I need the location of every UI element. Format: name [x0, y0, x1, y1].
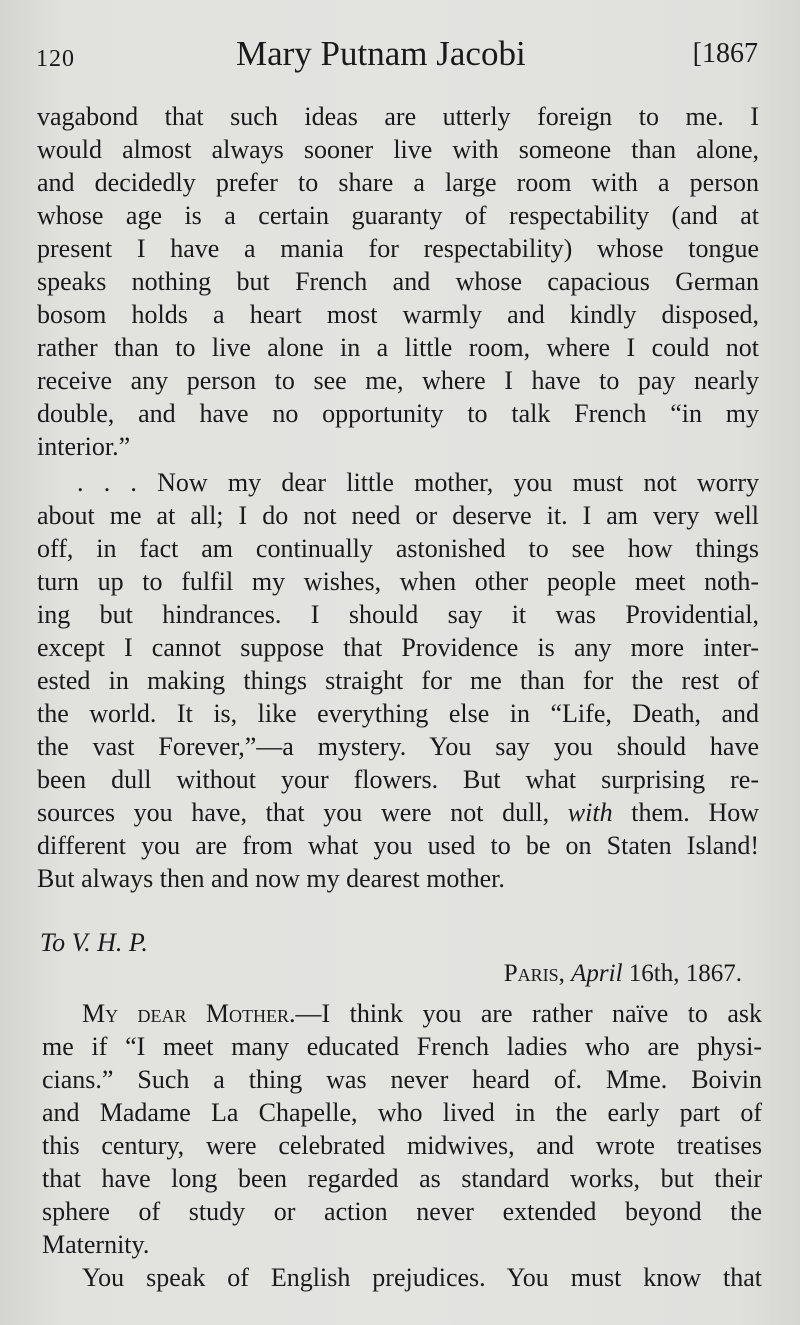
text-line: speaks nothing but French and whose capacious German: [37, 267, 759, 296]
text-line: cians.” Such a thing was never heard of. Mme. Boivin: [42, 1065, 762, 1094]
text-line-with-italic: [37, 796, 759, 829]
text-line: the world. It is, like everything else in “Life, Death, and: [37, 699, 759, 728]
text-line: me if “I meet many educated French ladies who are physi-: [42, 1032, 762, 1061]
letter-salutation: My dear Mother.: [82, 999, 296, 1028]
text-line: that have long been regarded as standard works, but their: [42, 1164, 762, 1193]
text-line: receive any person to see me, where I have to pay nearly: [37, 366, 759, 395]
text-line: present I have a mania for respectability) whose tongue: [37, 234, 759, 263]
text-line: . . . Now my dear little mother, you must not worry: [77, 468, 759, 497]
paragraph-mother: [37, 466, 759, 895]
text-line: whose age is a certain guaranty of respectability (and at: [37, 201, 759, 230]
letter-dateline: [504, 960, 742, 988]
letter-body: [42, 997, 762, 1294]
text-line: the vast Forever,”—a mystery. You say you should have: [37, 732, 759, 761]
page-number: 120: [36, 46, 75, 72]
text-line: different you are from what you used to be on Staten Island!: [37, 831, 759, 860]
text-line: and decidedly prefer to share a large room with a person: [37, 168, 759, 197]
text-line: would almost always sooner live with someone than alone,: [37, 135, 759, 164]
text-line: double, and have no opportunity to talk French “in my: [37, 399, 759, 428]
text-line: this century, were celebrated midwives, and wrote treatises: [42, 1131, 762, 1160]
dateline-place: Paris,: [503, 960, 565, 987]
running-year: [1867: [692, 38, 758, 69]
text-line: You speak of English prejudices. You must know that: [82, 1263, 762, 1292]
running-header: [36, 34, 758, 82]
text-line: interior.”: [37, 432, 131, 461]
text-line: been dull without your flowers. But what surprising re-: [37, 765, 759, 794]
running-title: Mary Putnam Jacobi: [236, 34, 526, 73]
dateline-day-year: 16th, 1867.: [628, 960, 742, 987]
text-line: and Madame La Chapelle, who lived in the early part of: [42, 1098, 762, 1127]
text-line: bosom holds a heart most warmly and kindly disposed,: [37, 300, 759, 329]
letter-addressee: To V. H. P.: [40, 928, 148, 957]
text-line: vagabond that such ideas are utterly foreign to me. I: [37, 102, 759, 131]
text-segment: them. How: [631, 798, 760, 827]
text-line: But always then and now my dearest mother.: [37, 864, 505, 893]
dateline-month: April: [571, 960, 623, 987]
text-line: turn up to fulfil my wishes, when other people meet noth-: [37, 567, 759, 596]
text-segment: sources you have, that you were not dull,: [37, 798, 550, 827]
text-line: about me at all; I do not need or deserve it. I am very well: [37, 501, 759, 530]
text-line: Maternity.: [42, 1230, 150, 1259]
text-line: ing but hindrances. I should say it was Providential,: [37, 600, 759, 629]
text-segment: —I think you are rather naïve to ask: [295, 999, 762, 1028]
text-line: ested in making things straight for me than for the rest of: [37, 666, 759, 695]
text-line: sphere of study or action never extended beyond the: [42, 1197, 762, 1226]
text-line: rather than to live alone in a little room, where I could not: [37, 333, 759, 362]
text-line: except I cannot suppose that Providence is any more inter-: [37, 633, 759, 662]
text-line-salutation: [42, 997, 762, 1030]
text-line: off, in fact am continually astonished to see how things: [37, 534, 759, 563]
paragraph-continued: [37, 100, 759, 463]
italic-word: with: [567, 798, 613, 827]
